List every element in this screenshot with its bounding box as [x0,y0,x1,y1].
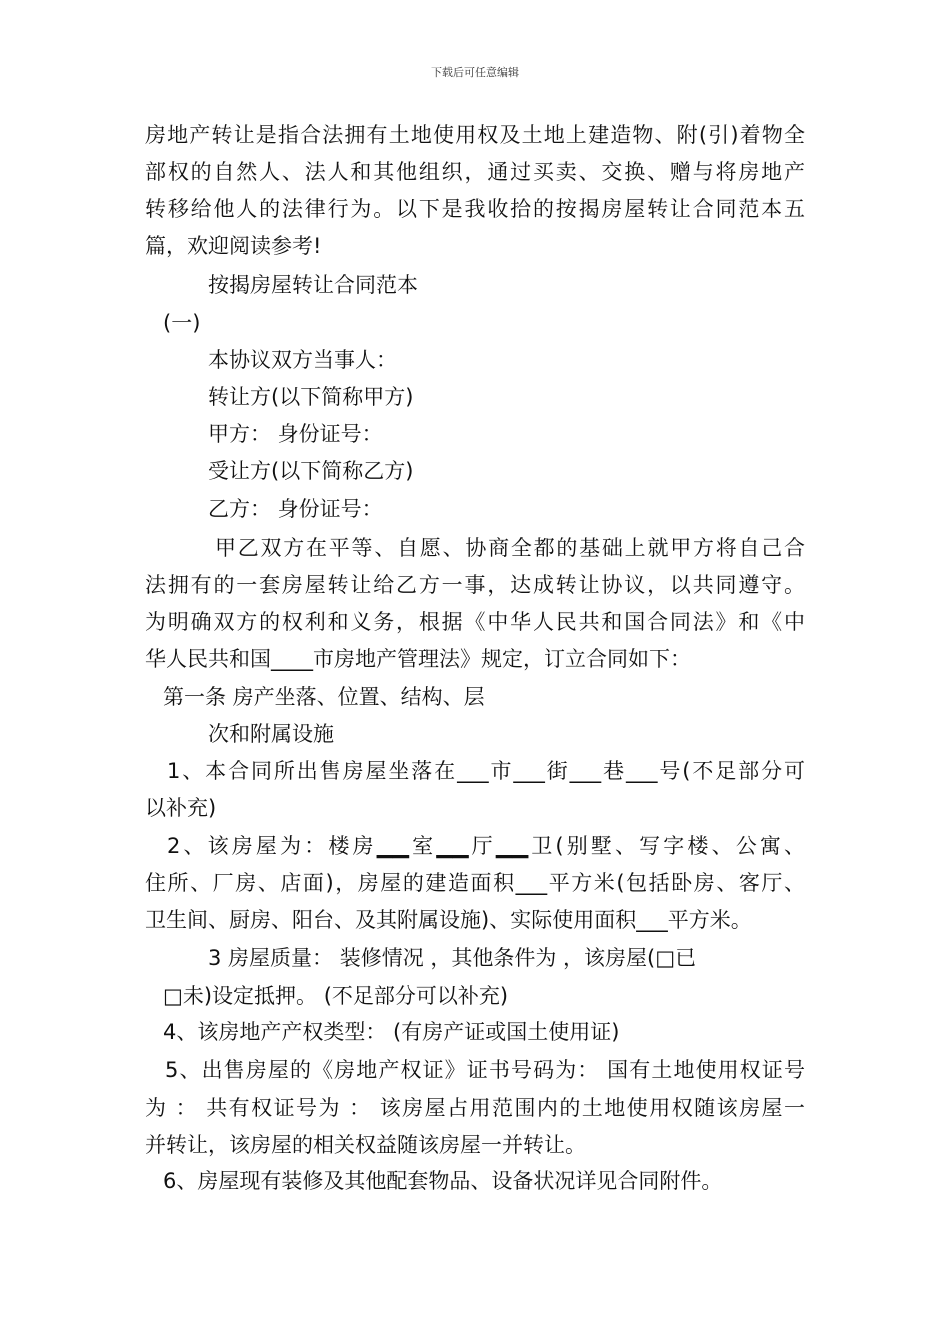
page-header-note: 下载后可任意编辑 [431,66,519,79]
item2-line-2: 住所、厂房、店面)，房屋的建造面积___平方米(包括卧房、客厅、 [145,871,805,895]
item1-line-2: 以补充) [145,796,217,820]
item5-line-2: 为 ： 共有权证号为 ： 该房屋占用范围内的土地使用权随该房屋一 [145,1096,805,1120]
item3-line-1: 3 房屋质量： 装修情况 ，其他条件为 ，该房屋(□已 [208,946,697,970]
parties-line-3: 甲方： 身份证号： [208,422,383,446]
item6-line: 6、房屋现有装修及其他配套物品、设备状况详见合同附件。 [163,1169,723,1193]
article1-heading-line-2: 次和附属设施 [208,722,334,746]
item5-line-1: 5、出售房屋的《房地产权证》证书号码为： 国有土地使用权证号 [165,1058,805,1082]
item2-line-1: 2、该房屋为：楼房▁▁室▁▁厅▁▁卫(别墅、写字楼、公寓、 [167,834,805,858]
parties-line-4: 受让方(以下简称乙方) [208,459,414,483]
preamble-line-4: 华人民共和国____市房地产管理法》规定，订立合同如下： [145,647,691,671]
contract-title: 按揭房屋转让合同范本 [208,273,418,297]
preamble-line-2: 法拥有的一套房屋转让给乙方一事，达成转让协议，以共同遵守。 [145,573,805,597]
section-number: (一) [163,311,201,335]
article1-heading-line-1: 第一条 房产坐落、位置、结构、层 [163,685,485,709]
item5-line-3: 并转让，该房屋的相关权益随该房屋一并转让。 [145,1133,586,1157]
intro-line-4: 篇，欢迎阅读参考! [145,234,322,258]
item3-line-2: □未)设定抵押。 (不足部分可以补充) [163,984,509,1008]
intro-line-1: 房地产转让是指合法拥有土地使用权及土地上建造物、附(引)着物全 [145,123,805,147]
preamble-line-1: 甲乙双方在平等、自愿、协商全都的基础上就甲方将自己合 [215,536,805,560]
parties-line-5: 乙方： 身份证号： [208,497,383,521]
parties-line-1: 本协议双方当事人： [208,348,397,372]
item2-line-3: 卫生间、厨房、阳台、及其附属设施)、实际使用面积___平方米。 [145,908,752,932]
item1-line-1: 1、本合同所出售房屋坐落在___市___街___巷___号(不足部分可 [167,759,805,783]
item4-line: 4、该房地产产权类型： (有房产证或国土使用证) [163,1020,620,1044]
intro-line-3: 转移给他人的法律行为。以下是我收拾的按揭房屋转让合同范本五 [145,197,805,221]
parties-line-2: 转让方(以下简称甲方) [208,385,414,409]
intro-line-2: 部权的自然人、法人和其他组织，通过买卖、交换、赠与将房地产 [145,160,805,184]
preamble-line-3: 为明确双方的权利和义务，根据《中华人民共和国合同法》和《中 [145,610,805,634]
